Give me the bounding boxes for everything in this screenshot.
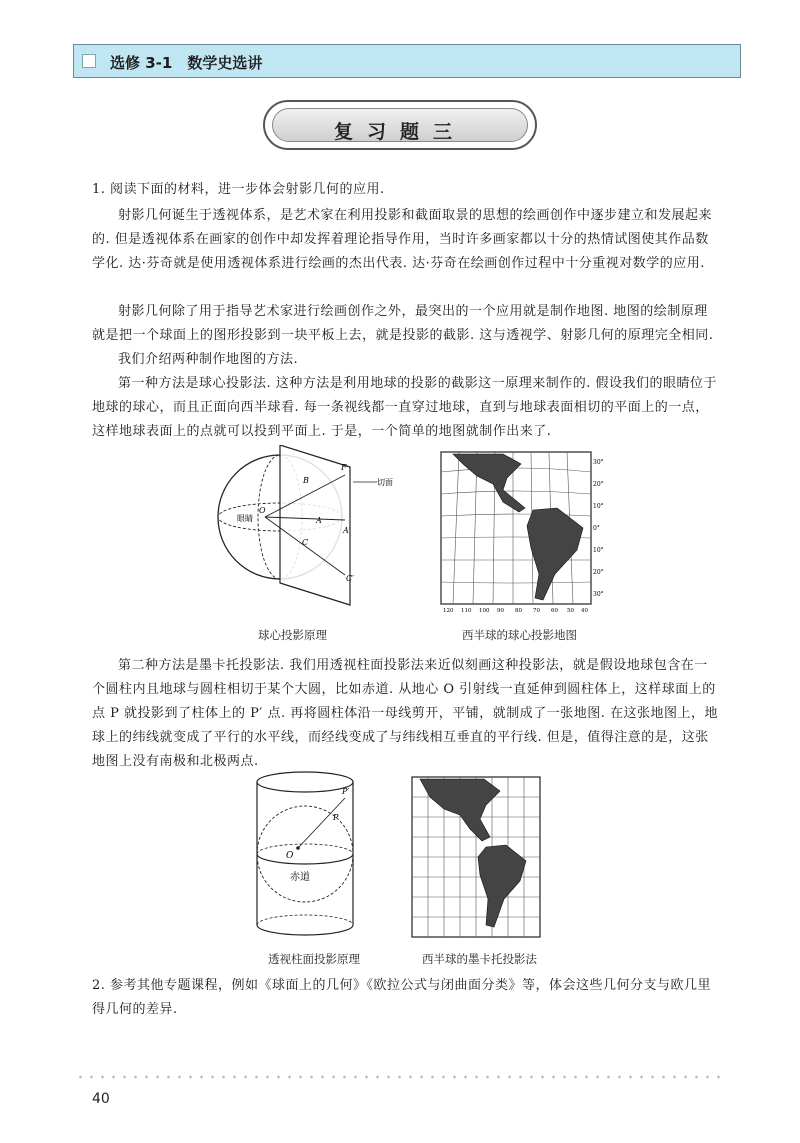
svg-text:80: 80 xyxy=(515,608,522,614)
gnomonic-principle-figure xyxy=(205,445,395,615)
mercator-map-figure xyxy=(408,775,546,945)
section-title: 复习题三 xyxy=(333,121,466,143)
q2-text: 2. 参考其他专题课程，例如《球面上的几何》《欧拉公式与闭曲面分类》等，体会这些几何分支与欧几里得几何的差异. xyxy=(92,978,712,1017)
tangent-plane xyxy=(280,445,350,605)
svg-text:70: 70 xyxy=(533,608,540,614)
svg-text:20°: 20° xyxy=(593,569,604,576)
svg-text:O: O xyxy=(286,851,294,861)
svg-text:30°: 30° xyxy=(593,591,604,598)
q1-paragraph-4: 第一种方法是球心投影法. 这种方法是利用地球的投影的截影这一原理来制作的. 假设我们的眼睛位于地球的球心，而且正面向西半球看. 每一条视线都一直穿过地球，直到与地球表面相切的平面上的一点，这样地球表面上的点就可以投到平面上. 于是，一个简单的地图就制作出来了. xyxy=(92,376,718,439)
q1-intro: 1. 阅读下面的材料，进一步体会射影几何的应用. xyxy=(92,182,385,197)
svg-text:10°: 10° xyxy=(593,547,604,554)
svg-text:P′: P′ xyxy=(342,787,350,796)
svg-text:0°: 0° xyxy=(593,525,600,532)
fig1-left-caption: 球心投影原理 xyxy=(258,628,327,642)
svg-text:20°: 20° xyxy=(593,481,604,488)
eye-label: 眼睛 xyxy=(237,514,253,523)
svg-text:90: 90 xyxy=(497,608,504,614)
cylinder-projection-figure xyxy=(250,770,365,942)
equator-line xyxy=(257,854,353,864)
equator-label: 赤道 xyxy=(290,872,310,883)
svg-text:P: P xyxy=(333,813,339,822)
svg-text:F: F xyxy=(341,463,347,472)
header-square-icon xyxy=(82,54,96,68)
svg-text:120: 120 xyxy=(443,608,454,614)
q1-paragraph-5: 第二种方法是墨卡托投影法. 我们用透视柱面投影法来近似刻画这种投影法，就是假设地球包含在一个圆柱内且地球与圆柱相切于某个大圆，比如赤道. 从地心 O 引射线一直延伸到圆柱体上，这样球面上的点 P 就投影到了柱体上的 P′ 点. 再将圆柱体沿一母线剪开，平铺，就制成了一张地图. 在这张地图上，地球上的纬线就变成了平行的水平线，而经线变成了与纬线相互垂直的平行线. 但是，值得注意的是，这张地图上没有南极和北极两点. xyxy=(92,658,719,769)
q1-paragraph-3: 我们介绍两种制作地图的方法. xyxy=(118,352,299,367)
svg-text:A′: A′ xyxy=(343,526,351,535)
svg-text:B: B xyxy=(303,476,309,485)
chapter-header-bar xyxy=(73,44,741,78)
svg-text:60: 60 xyxy=(551,608,558,614)
q1-paragraph-2: 射影几何除了用于指导艺术家进行绘画创作之外，最突出的一个应用就是制作地图. 地图的绘制原理就是把一个球面上的图形投影到一块平板上去，就是投影的截影. 这与透视学、射影几何的原理完全相同. xyxy=(92,304,714,343)
fig2-right-caption: 西半球的墨卡托投影法 xyxy=(422,952,537,966)
plane-label: 切面 xyxy=(377,478,393,487)
svg-text:40: 40 xyxy=(581,608,588,614)
fig2-left-caption: 透视柱面投影原理 xyxy=(268,952,360,966)
svg-text:O: O xyxy=(259,506,266,515)
inscribed-sphere xyxy=(257,806,353,902)
footer-dotted-line xyxy=(75,1075,725,1079)
svg-text:A: A xyxy=(316,516,322,525)
q1-paragraph-1: 射影几何诞生于透视体系，是艺术家在利用投影和截面取景的思想的绘画创作中逐步建立和发展起来的. 但是透视体系在画家的创作中却发挥着理论指导作用，当时许多画家都以十分的热情试图使其作品数学化. 达·芬奇就是使用透视体系进行绘画的杰出代表. 达·芬奇在绘画创作过程中十分重视对数学的应用. xyxy=(92,208,713,271)
gnomonic-map-figure xyxy=(433,450,613,618)
svg-text:C: C xyxy=(302,538,309,547)
svg-text:50: 50 xyxy=(567,608,574,614)
svg-text:100: 100 xyxy=(479,608,490,614)
svg-text:C′: C′ xyxy=(346,574,354,583)
chapter-header-label: 选修 3-1 数学史选讲 xyxy=(110,54,263,72)
fig1-right-caption: 西半球的球心投影地图 xyxy=(462,628,577,642)
svg-text:110: 110 xyxy=(461,608,472,614)
svg-text:30°: 30° xyxy=(593,459,604,466)
section-title-frame xyxy=(263,100,537,150)
page-number: 40 xyxy=(92,1091,110,1107)
svg-text:10°: 10° xyxy=(593,503,604,510)
